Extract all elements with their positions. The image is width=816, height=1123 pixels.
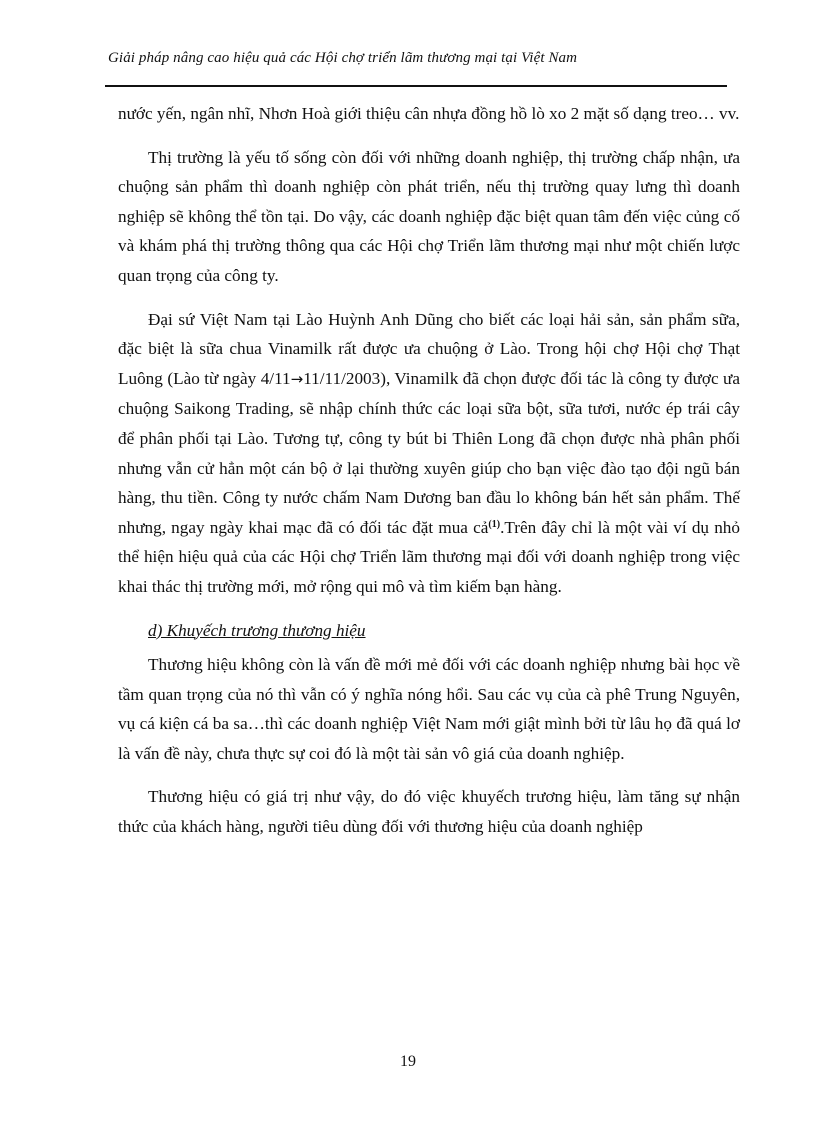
right-arrow-icon: → [290,369,304,388]
paragraph-continued: nước yến, ngân nhĩ, Nhơn Hoà giới thiệu cân nhựa đồng hồ lò xo 2 mặt số dạng treo… vv. [118,104,740,123]
paragraph-brand-lesson: Thương hiệu không còn là vấn đề mới mẻ đối với các doanh nghiệp nhưng bài học về tầm quan trọng của nó thì vẫn có ý nghĩa nóng hổi. Sau các vụ của cà phê Trung Nguyên, vụ cá kiện cá ba sa…thì các doanh nghiệp Việt Nam mới giật mình bởi từ lâu họ đã quá lơ là vấn đề này, chưa thực sự coi đó là một tài sản vô giá của doanh nghiệp. [118,655,740,763]
paragraph-market-importance: Thị trường là yếu tố sống còn đối với những doanh nghiệp, thị trường chấp nhận, ưa chuộng sản phẩm thì doanh nghiệp còn phát triển, nếu thị trường quay lưng thì doanh nghiệp sẽ không thể tồn tại. Do vậy, các doanh nghiệp đặc biệt quan tâm đến việc củng cố và khám phá thị trường thông qua các Hội chợ Triển lãm thương mại như một chiến lược quan trọng của công ty. [118,147,740,285]
section-subheading: d) Khuyếch trương thương hiệu [148,620,366,640]
running-header: Giải pháp nâng cao hiệu quả các Hội chợ triển lãm thương mại tại Việt Nam [108,50,578,66]
paragraph-text-segment: 11/11/2003), Vinamilk đã chọn được đối tác là công ty được ưa chuộng Saikong Trading, sẽ nhập chính thức các loại sữa bột, sữa tươi, nước ép trái cây để phân phối tại Lào. Tương tự, công ty bút bi Thiên Long đã chọn được nhà phân phối nhưng vẫn cử hẳn một cán bộ ở lại thường xuyên giúp cho bạn việc đào tạo đội ngũ bán hàng, thu tiền. Công ty nước chấm Nam Dương ban đầu lo không bán hết sản phẩm. Thế nhưng, ngay ngày khai mạc đã có đối tác đặt mua cả [118,368,740,537]
paragraph-laos-examples [118,305,740,602]
paragraph-text-segment: .Trên đây chỉ là một vài ví dụ nhỏ thể hiện hiệu quả của các Hội chợ Triển lãm thương mại đối với doanh nghiệp trong việc khai thác thị trường mới, mở rộng qui mô và tìm kiếm bạn hàng. [118,517,740,596]
body-text [118,99,740,856]
page-number: 19 [400,1053,416,1070]
footnote-marker: (1) [488,518,501,530]
paragraph-text-segment: Đại sứ Việt Nam tại Lào Huỳnh Anh Dũng cho biết các loại hải sản, sản phẩm sữa, đặc biệt là sữa chua Vinamilk rất được ưa chuộng ở Lào. Trong hội chợ Hội chợ Thạt Luông (Lào từ ngày 4/11 [118,309,740,388]
paragraph-brand-value: Thương hiệu có giá trị như vậy, do đó việc khuyếch trương hiệu, làm tăng sự nhận thức của khách hàng, người tiêu dùng đối với thương hiệu của doanh nghiệp [118,787,740,837]
header-divider [105,85,727,87]
